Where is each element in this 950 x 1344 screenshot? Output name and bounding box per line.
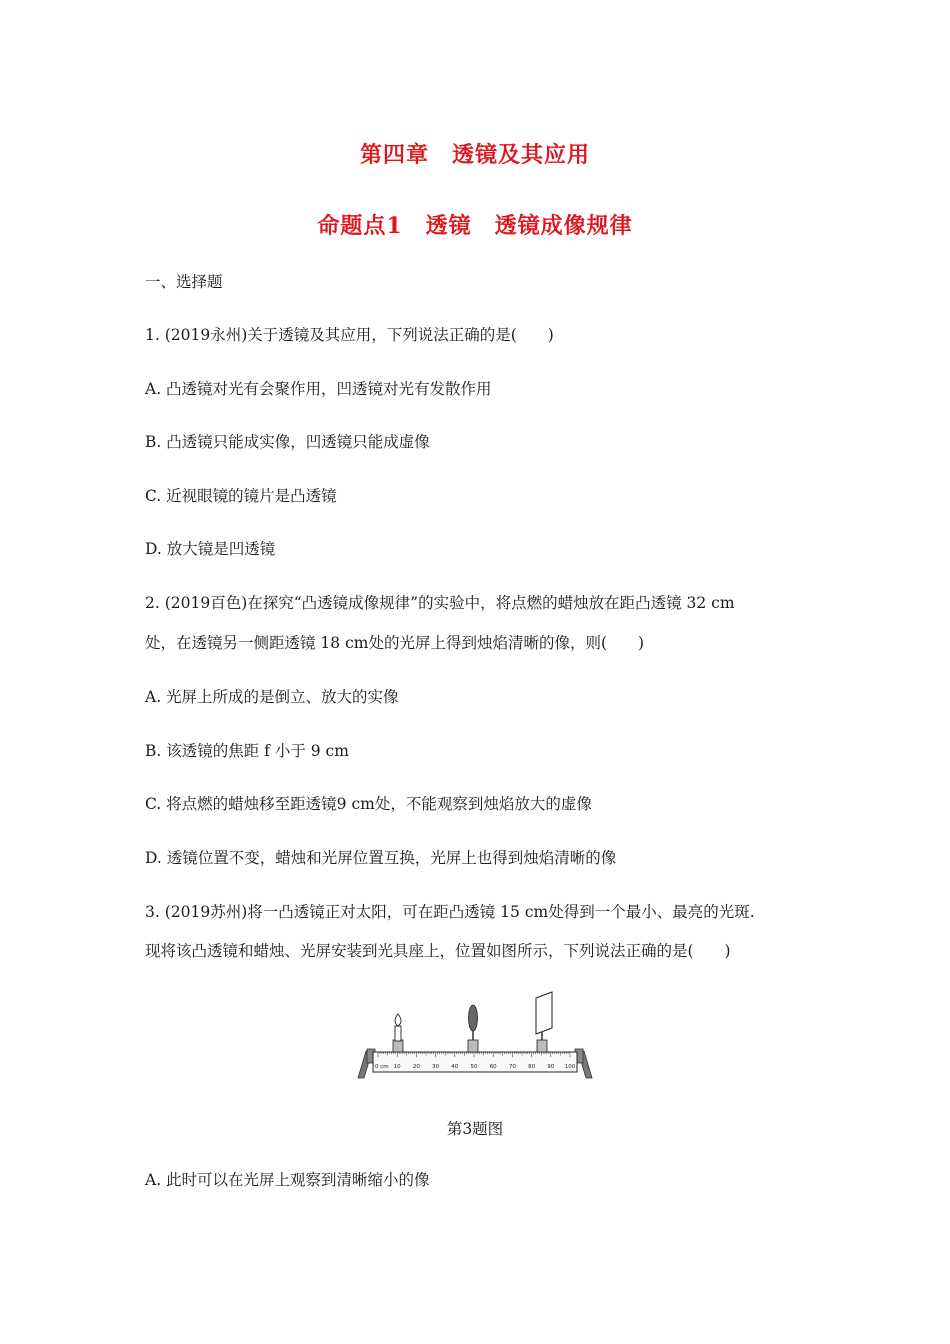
question-1-option-b: B. 凸透镜只能成实像，凹透镜只能成虚像 [145,433,430,451]
question-3-stem-line-1: 3. (2019苏州)将一凸透镜正对太阳，可在距凸透镜 15 cm处得到一个最小、最亮的光斑. [145,903,755,921]
question-2-option-a: A. 光屏上所成的是倒立、放大的实像 [145,688,399,706]
question-1-stem: 1. (2019永州)关于透镜及其应用，下列说法正确的是( ) [145,326,554,344]
ruler-label: 50 [470,1064,478,1070]
light-screen [536,992,552,1052]
flame-icon [395,1014,401,1026]
question-2-stem-line-2: 处，在透镜另一侧距透镜 18 cm处的光屏上得到烛焰清晰的像，则( ) [145,634,645,652]
question-2-stem-line-1: 2. (2019百色)在探究“凸透镜成像规律”的实验中，将点燃的蜡烛放在距凸透镜 32 cm [145,594,735,612]
ruler-label: 70 [508,1064,516,1070]
question-2-option-c: C. 将点燃的蜡烛移至距透镜9 cm处，不能观察到烛焰放大的虚像 [145,795,592,813]
ruler-label: 20 [412,1064,420,1070]
question-2-option-b: B. 该透镜的焦距 f 小于 9 cm [145,742,349,760]
ruler-label: 100 [564,1064,576,1070]
ruler-label: 90 [547,1064,555,1070]
convex-lens [468,1005,478,1052]
ruler-label: 60 [489,1064,497,1070]
section-title: 命题点1 透镜 透镜成像规律 [317,213,633,239]
ruler-label: 0 cm [375,1064,389,1070]
candle [393,1014,403,1052]
question-2-option-d: D. 透镜位置不变，蜡烛和光屏位置互换，光屏上也得到烛焰清晰的像 [145,849,617,867]
figure-caption: 第3题图 [446,1120,504,1138]
left-support [358,1049,375,1078]
question-1-option-d: D. 放大镜是凹透镜 [145,540,276,558]
right-support [575,1049,592,1078]
question-3-option-a: A. 此时可以在光屏上观察到清晰缩小的像 [145,1171,430,1189]
optical-bench-figure [355,988,595,1080]
part-heading: 一、选择题 [145,273,223,291]
question-1-option-a: A. 凸透镜对光有会聚作用，凹透镜对光有发散作用 [145,380,492,398]
question-3-stem-line-2: 现将该凸透镜和蜡烛、光屏安装到光具座上，位置如图所示，下列说法正确的是( ) [145,942,731,960]
question-1-option-c: C. 近视眼镜的镜片是凸透镜 [145,487,337,505]
ruler-label: 10 [393,1064,401,1070]
ruler-label: 40 [451,1064,459,1070]
chapter-title: 第四章 透镜及其应用 [359,142,590,168]
ruler-label: 30 [432,1064,440,1070]
ruler-label: 80 [528,1064,536,1070]
